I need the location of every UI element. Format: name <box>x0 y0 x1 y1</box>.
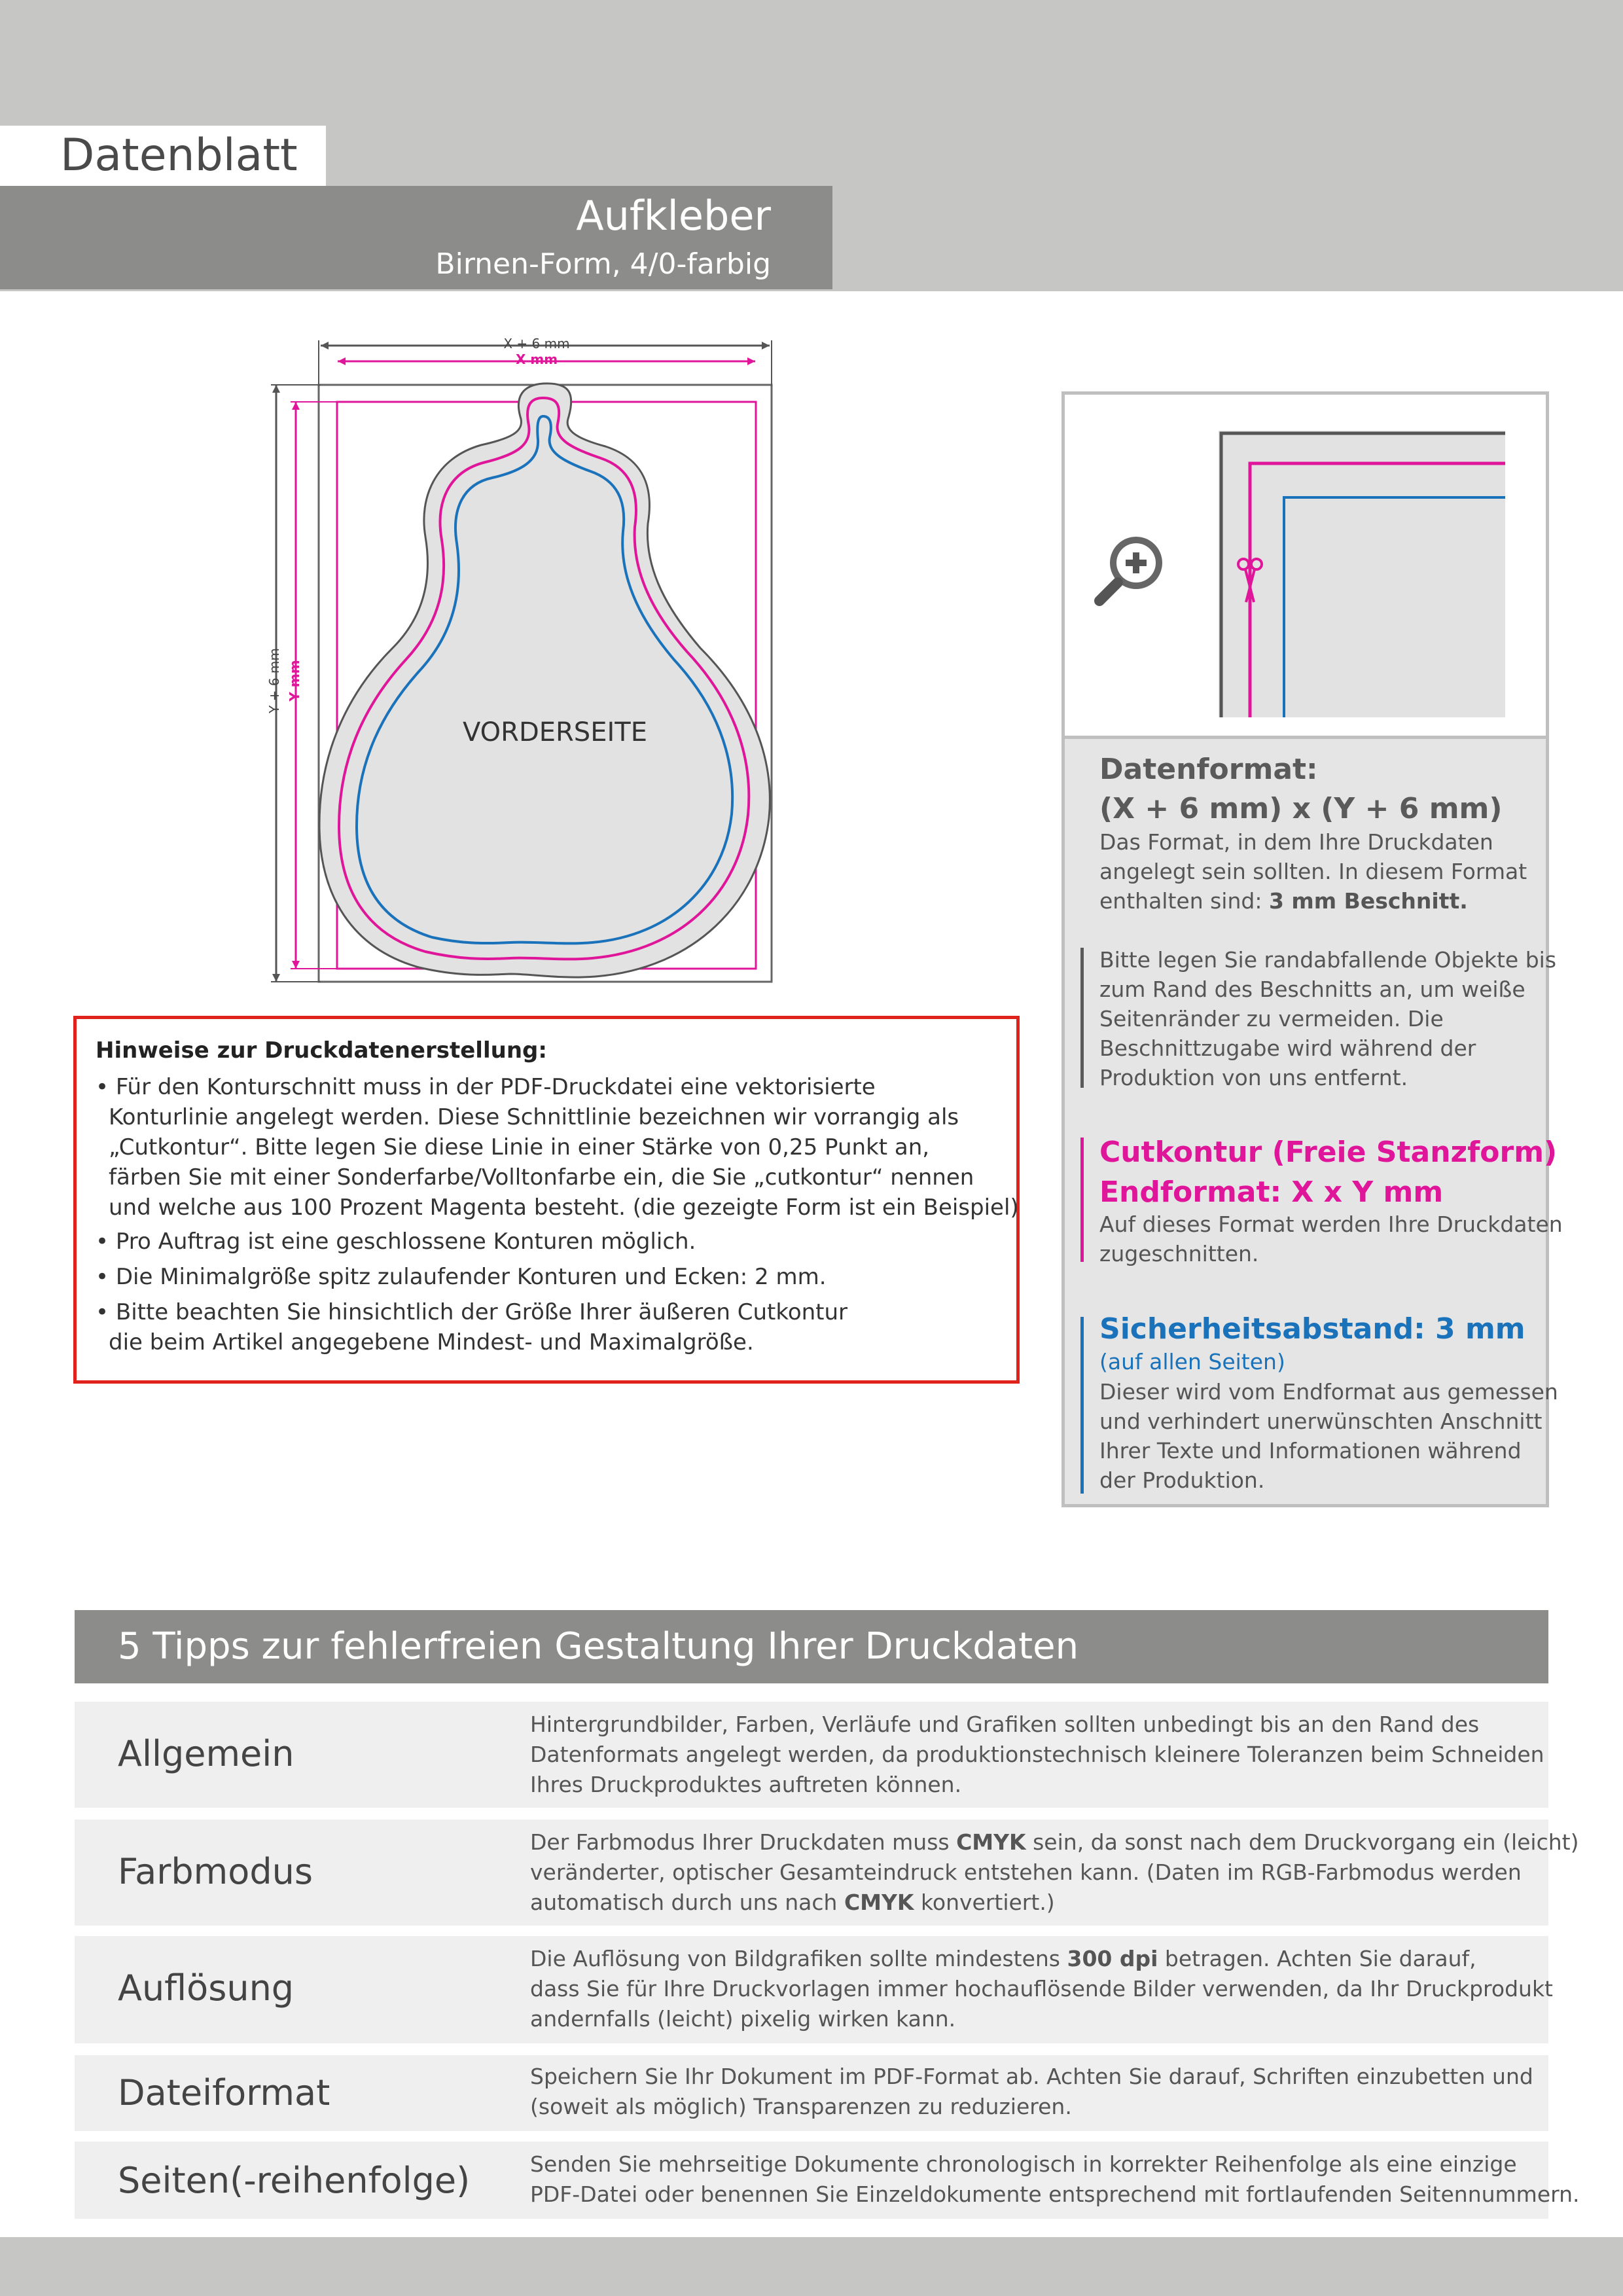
tips-title: 5 Tipps zur fehlerfreien Gestaltung Ihrer Druckdaten <box>118 1625 1079 1668</box>
tip-text-part: Der Farbmodus Ihrer Druckdaten muss <box>530 1829 957 1855</box>
hint-line: • Für den Konturschnitt muss in der PDF-Druckdatei eine vektorisierte <box>96 1074 876 1100</box>
zoom-icon <box>1099 537 1162 601</box>
corner-bleed-area <box>1219 431 1505 717</box>
datenformat-text: angelegt sein sollten. In diesem Format <box>1099 859 1527 884</box>
tip-text: Ihres Druckproduktes auftreten können. <box>530 1772 962 1797</box>
height-inner-label: Y mm <box>287 660 302 702</box>
tip-row-farbmodus <box>75 1820 1579 1926</box>
bleed-note-line: zum Rand des Beschnitts an, um weiße <box>1099 977 1525 1002</box>
hint-line: • Pro Auftrag ist eine geschlossene Konturen möglich. <box>96 1229 696 1255</box>
tip-text: Speichern Sie Ihr Dokument im PDF-Format ab. Achten Sie darauf, Schriften einzubetten und <box>530 2064 1533 2089</box>
tip-row-seiten <box>75 2142 1580 2219</box>
tip-text-part: sein, da sonst nach dem Druckvorgang ein (leicht) <box>1026 1829 1579 1855</box>
tip-text-part: betragen. Achten Sie darauf, <box>1158 1946 1476 1971</box>
tip-text-part: automatisch durch uns nach <box>530 1890 844 1915</box>
hint-line: und welche aus 100 Prozent Magenta besteht. (die gezeigte Form ist ein Beispiel) <box>109 1194 1019 1221</box>
tip-label: Farbmodus <box>118 1851 313 1892</box>
hint-title: Hinweise zur Druckdatenerstellung: <box>96 1037 547 1064</box>
datenformat-text: Das Format, in dem Ihre Druckdaten <box>1099 829 1493 855</box>
tip-text: andernfalls (leicht) pixelig wirken kann. <box>530 2006 956 2032</box>
hint-line: Konturlinie angelegt werden. Diese Schnittlinie bezeichnen wir vorrangig als <box>109 1104 959 1130</box>
safety-note-bar <box>1080 1317 1084 1494</box>
doc-label: Datenblatt <box>60 130 298 181</box>
tip-text-part: konvertiert.) <box>914 1890 1055 1915</box>
cut-contour-title: Cutkontur (Freie Stanzform) <box>1099 1136 1558 1169</box>
safety-note-line: Dieser wird vom Endformat aus gemessen <box>1099 1379 1558 1405</box>
hint-line: • Bitte beachten Sie hinsichtlich der Größe Ihrer äußeren Cutkontur <box>96 1299 848 1325</box>
tip-row-allgemein <box>75 1702 1548 1808</box>
bleed-amount: 3 mm Beschnitt. <box>1268 888 1468 914</box>
tip-text-bold: CMYK <box>956 1829 1026 1855</box>
product-title: Aufkleber <box>576 192 771 240</box>
bleed-note-line: Beschnittzugabe wird während der <box>1099 1035 1476 1061</box>
datenformat-text <box>1099 886 1468 916</box>
safety-note-line: Ihrer Texte und Informationen während <box>1099 1438 1522 1463</box>
hint-line: färben Sie mit einer Sonderfarbe/Volltonfarbe ein, die Sie „cutkontur“ nennen <box>109 1164 974 1191</box>
safety-title: Sicherheitsabstand: 3 mm <box>1099 1312 1525 1346</box>
tip-text: veränderter, optischer Gesamteindruck entstehen kann. (Daten im RGB-Farbmodus werden <box>530 1859 1522 1885</box>
hint-line: die beim Artikel angegebene Mindest- und Maximalgröße. <box>109 1329 754 1355</box>
tip-text <box>530 1888 1055 1918</box>
side-label: VORDERSEITE <box>463 717 647 747</box>
tip-row-aufloesung <box>75 1936 1553 2043</box>
tip-text <box>530 1827 1578 1857</box>
footer-band <box>0 2237 1623 2296</box>
bleed-note-line: Bitte legen Sie randabfallende Objekte bis <box>1099 947 1557 973</box>
pear-shape-diagram <box>255 327 792 1001</box>
datenformat-title: Datenformat: <box>1099 753 1318 786</box>
width-outer-label: X + 6 mm <box>503 336 570 351</box>
bleed-note-line: Produktion von uns entfernt. <box>1099 1065 1408 1090</box>
corner-detail-graphic <box>1086 425 1531 720</box>
end-format-size: Endformat: X x Y mm <box>1099 1175 1444 1209</box>
hint-line: „Cutkontur“. Bitte legen Sie diese Linie in einer Stärke von 0,25 Punkt an, <box>109 1134 930 1160</box>
tip-text: dass Sie für Ihre Druckvorlagen immer hochauflösende Bilder verwenden, da Ihr Druckprodukt <box>530 1976 1553 2001</box>
cut-note-line: zugeschnitten. <box>1099 1241 1259 1266</box>
hint-line: • Die Minimalgröße spitz zulaufender Konturen und Ecken: 2 mm. <box>96 1264 827 1290</box>
bleed-note-bar <box>1080 948 1084 1088</box>
datenformat-size: (X + 6 mm) x (Y + 6 mm) <box>1099 792 1503 825</box>
tip-text-bold: CMYK <box>844 1890 914 1915</box>
tip-text-part: Die Auflösung von Bildgrafiken sollte mindestens <box>530 1946 1067 1971</box>
tip-label: Allgemein <box>118 1733 294 1774</box>
safety-subtitle: (auf allen Seiten) <box>1099 1349 1285 1374</box>
cut-note-bar <box>1080 1138 1084 1262</box>
tip-text: PDF-Datei oder benennen Sie Einzeldokumente entsprechend mit fortlaufenden Seitennummern. <box>530 2181 1580 2207</box>
tip-label: Dateiformat <box>118 2072 330 2113</box>
tip-text-bold: 300 dpi <box>1067 1946 1158 1971</box>
tip-row-dateiformat <box>75 2055 1548 2131</box>
tip-label: Seiten(-reihenfolge) <box>118 2160 471 2201</box>
datenformat-text-part: enthalten sind: <box>1099 888 1269 914</box>
tip-label: Auflösung <box>118 1967 294 2009</box>
width-inner-label: X mm <box>515 351 558 367</box>
tip-text: Datenformats angelegt werden, da produktionstechnisch kleinere Toleranzen beim Schneiden <box>530 1742 1544 1767</box>
height-outer-label: Y + 6 mm <box>266 648 282 713</box>
safety-note-line: der Produktion. <box>1099 1467 1265 1493</box>
bleed-note-line: Seitenränder zu vermeiden. Die <box>1099 1006 1444 1031</box>
tip-text: Hintergrundbilder, Farben, Verläufe und Grafiken sollten unbedingt bis an den Rand des <box>530 1712 1480 1737</box>
tip-text: Senden Sie mehrseitige Dokumente chronologisch in korrekter Reihenfolge als eine einzige <box>530 2151 1517 2177</box>
safety-note-line: und verhindert unerwünschten Anschnitt <box>1099 1408 1543 1434</box>
tip-text <box>530 1944 1476 1974</box>
cut-note-line: Auf dieses Format werden Ihre Druckdaten <box>1099 1211 1563 1237</box>
product-subtitle: Birnen-Form, 4/0-farbig <box>435 247 771 281</box>
legend-divider <box>1065 736 1546 739</box>
tip-text: (soweit als möglich) Transparenzen zu reduzieren. <box>530 2094 1072 2119</box>
